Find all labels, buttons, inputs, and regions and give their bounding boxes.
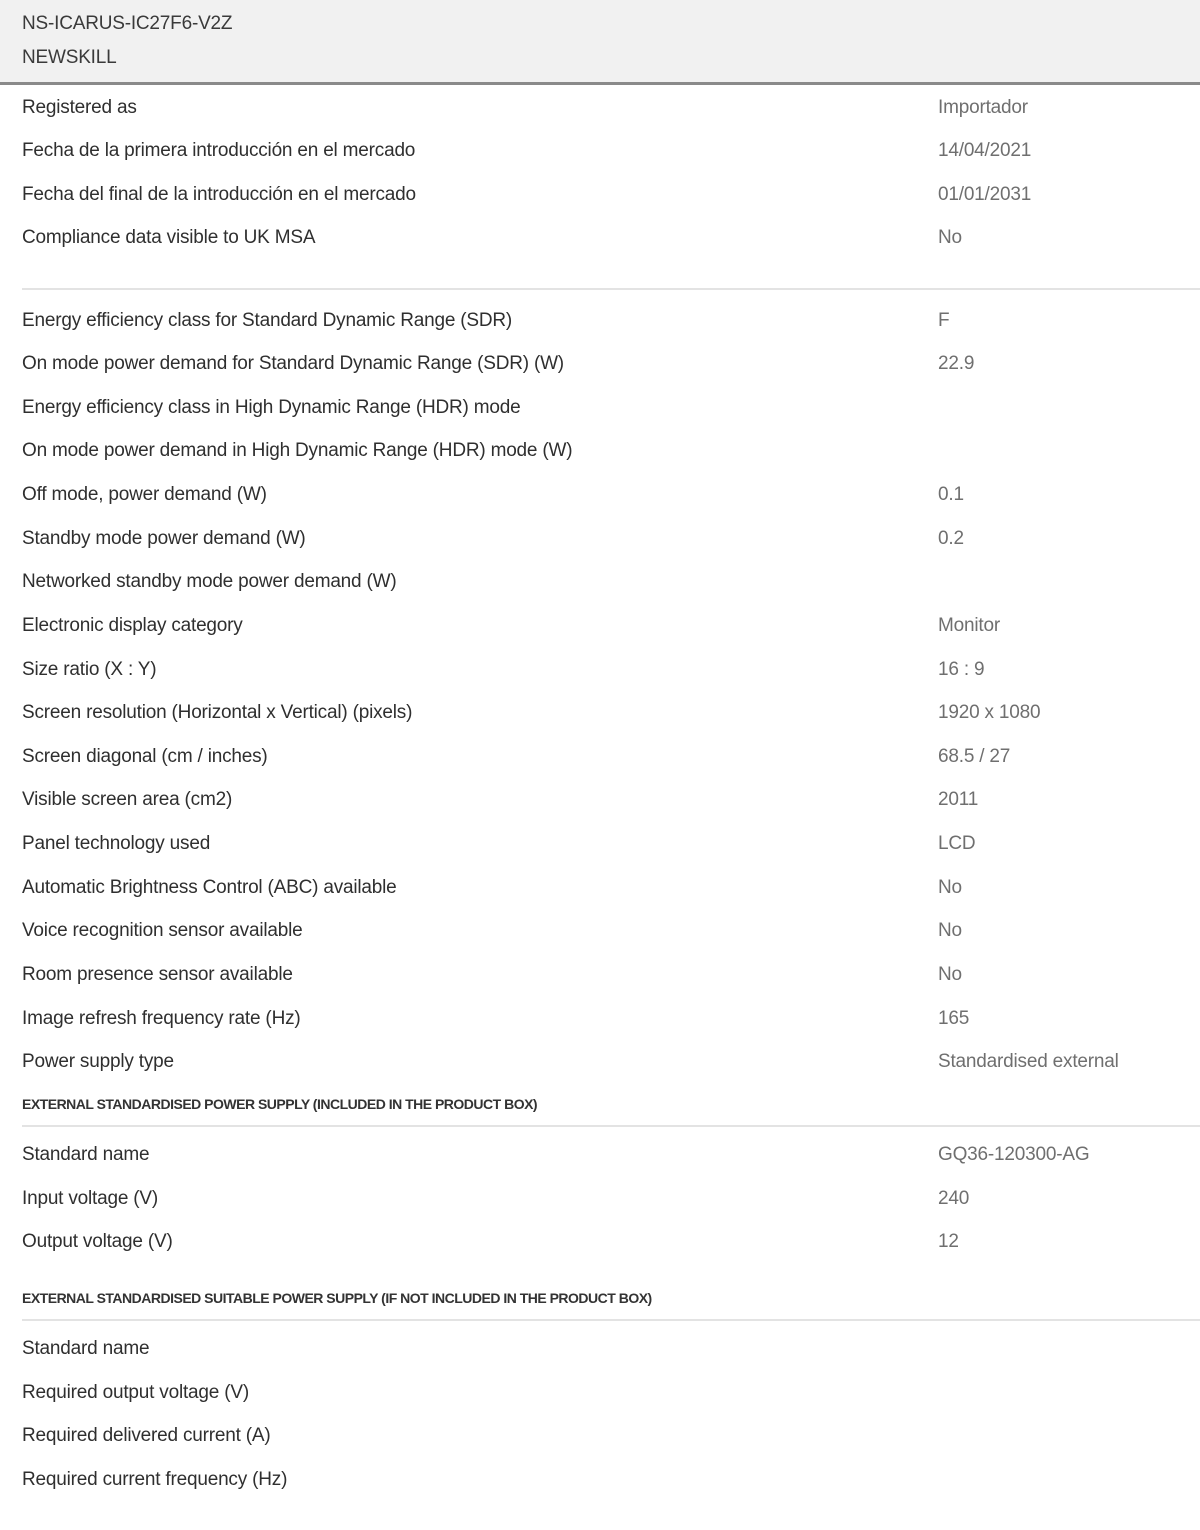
row-value: 1920 x 1080 xyxy=(938,702,1041,723)
product-header xyxy=(0,0,1200,85)
row-value: 22.9 xyxy=(938,353,975,374)
row-value: F xyxy=(938,310,950,331)
spec-row xyxy=(0,829,1200,859)
spec-row xyxy=(0,567,1200,597)
uk-msa-row xyxy=(0,223,1200,253)
row-value: 0.1 xyxy=(938,484,964,505)
row-label: Compliance data visible to UK MSA xyxy=(22,227,316,248)
row-label: Room presence sensor available xyxy=(22,964,293,985)
section-divider xyxy=(22,1125,1200,1127)
spec-row xyxy=(0,1465,1200,1495)
spec-row xyxy=(0,1378,1200,1408)
row-value: GQ36-120300-AG xyxy=(938,1144,1090,1165)
row-value: Monitor xyxy=(938,615,1000,636)
row-label: Electronic display category xyxy=(22,615,243,636)
spec-row xyxy=(0,1140,1200,1170)
spec-row xyxy=(0,742,1200,772)
spec-row xyxy=(0,1184,1200,1214)
model-name: NS-ICARUS-IC27F6-V2Z xyxy=(22,13,233,34)
first-introduction-row xyxy=(0,136,1200,166)
row-label: Registered as xyxy=(22,97,137,118)
spec-row xyxy=(0,698,1200,728)
spec-row xyxy=(0,480,1200,510)
row-value: 16 : 9 xyxy=(938,659,985,680)
spec-row xyxy=(0,1334,1200,1364)
end-introduction-row xyxy=(0,180,1200,210)
spec-row xyxy=(0,306,1200,336)
row-label: Voice recognition sensor available xyxy=(22,920,303,941)
row-value: 68.5 / 27 xyxy=(938,746,1011,767)
row-value: 240 xyxy=(938,1188,970,1209)
row-value: 2011 xyxy=(938,789,979,810)
row-label: Energy efficiency class for Standard Dynamic Range (SDR) xyxy=(22,310,513,331)
spec-row xyxy=(0,393,1200,423)
spec-row xyxy=(0,1227,1200,1257)
row-value: No xyxy=(938,877,962,898)
row-label: Automatic Brightness Control (ABC) available xyxy=(22,877,397,898)
row-value: Standardised external xyxy=(938,1051,1119,1072)
spec-row xyxy=(0,916,1200,946)
spec-row xyxy=(0,785,1200,815)
row-label: Screen diagonal (cm / inches) xyxy=(22,746,268,767)
spec-row xyxy=(0,1004,1200,1034)
spec-row xyxy=(0,655,1200,685)
external-included-title: EXTERNAL STANDARDISED POWER SUPPLY (INCLUDED IN THE PRODUCT BOX) xyxy=(22,1096,538,1112)
row-label: Size ratio (X : Y) xyxy=(22,659,157,680)
row-value: Importador xyxy=(938,97,1028,118)
row-label: Required output voltage (V) xyxy=(22,1382,249,1403)
row-value: No xyxy=(938,964,962,985)
row-value: 12 xyxy=(938,1231,959,1252)
row-value: No xyxy=(938,227,962,248)
row-label: Screen resolution (Horizontal x Vertical) (pixels) xyxy=(22,702,413,723)
row-label: Power supply type xyxy=(22,1051,174,1072)
row-label: Standby mode power demand (W) xyxy=(22,528,306,549)
row-label: Networked standby mode power demand (W) xyxy=(22,571,397,592)
spec-row xyxy=(0,611,1200,641)
row-label: Standard name xyxy=(22,1144,150,1165)
row-label: Fecha de la primera introducción en el mercado xyxy=(22,140,416,161)
row-value: No xyxy=(938,920,962,941)
row-value: 0.2 xyxy=(938,528,964,549)
row-label: Panel technology used xyxy=(22,833,211,854)
row-value: 14/04/2021 xyxy=(938,140,1032,161)
row-value: 165 xyxy=(938,1008,970,1029)
row-label: Fecha del final de la introducción en el mercado xyxy=(22,184,416,205)
row-label: Image refresh frequency rate (Hz) xyxy=(22,1008,301,1029)
row-label: Required delivered current (A) xyxy=(22,1425,271,1446)
row-label: On mode power demand for Standard Dynamic Range (SDR) (W) xyxy=(22,353,564,374)
spec-row xyxy=(0,436,1200,466)
row-label: Input voltage (V) xyxy=(22,1188,159,1209)
spec-row xyxy=(0,873,1200,903)
row-label: Required current frequency (Hz) xyxy=(22,1469,288,1490)
row-value: LCD xyxy=(938,833,976,854)
row-label: Energy efficiency class in High Dynamic Range (HDR) mode xyxy=(22,397,521,418)
row-label: Standard name xyxy=(22,1338,150,1359)
spec-row xyxy=(0,1047,1200,1077)
external-suitable-title: EXTERNAL STANDARDISED SUITABLE POWER SUPPLY (IF NOT INCLUDED IN THE PRODUCT BOX) xyxy=(22,1290,652,1306)
spec-row xyxy=(0,960,1200,990)
row-label: On mode power demand in High Dynamic Range (HDR) mode (W) xyxy=(22,440,573,461)
section-divider xyxy=(22,288,1200,290)
registered-as-row xyxy=(0,93,1200,123)
spec-row xyxy=(0,524,1200,554)
section-divider xyxy=(22,1319,1200,1321)
row-label: Output voltage (V) xyxy=(22,1231,173,1252)
row-label: Off mode, power demand (W) xyxy=(22,484,267,505)
row-value: 01/01/2031 xyxy=(938,184,1032,205)
brand-name: NEWSKILL xyxy=(22,47,117,68)
spec-row xyxy=(0,349,1200,379)
spec-row xyxy=(0,1421,1200,1451)
row-label: Visible screen area (cm2) xyxy=(22,789,233,810)
